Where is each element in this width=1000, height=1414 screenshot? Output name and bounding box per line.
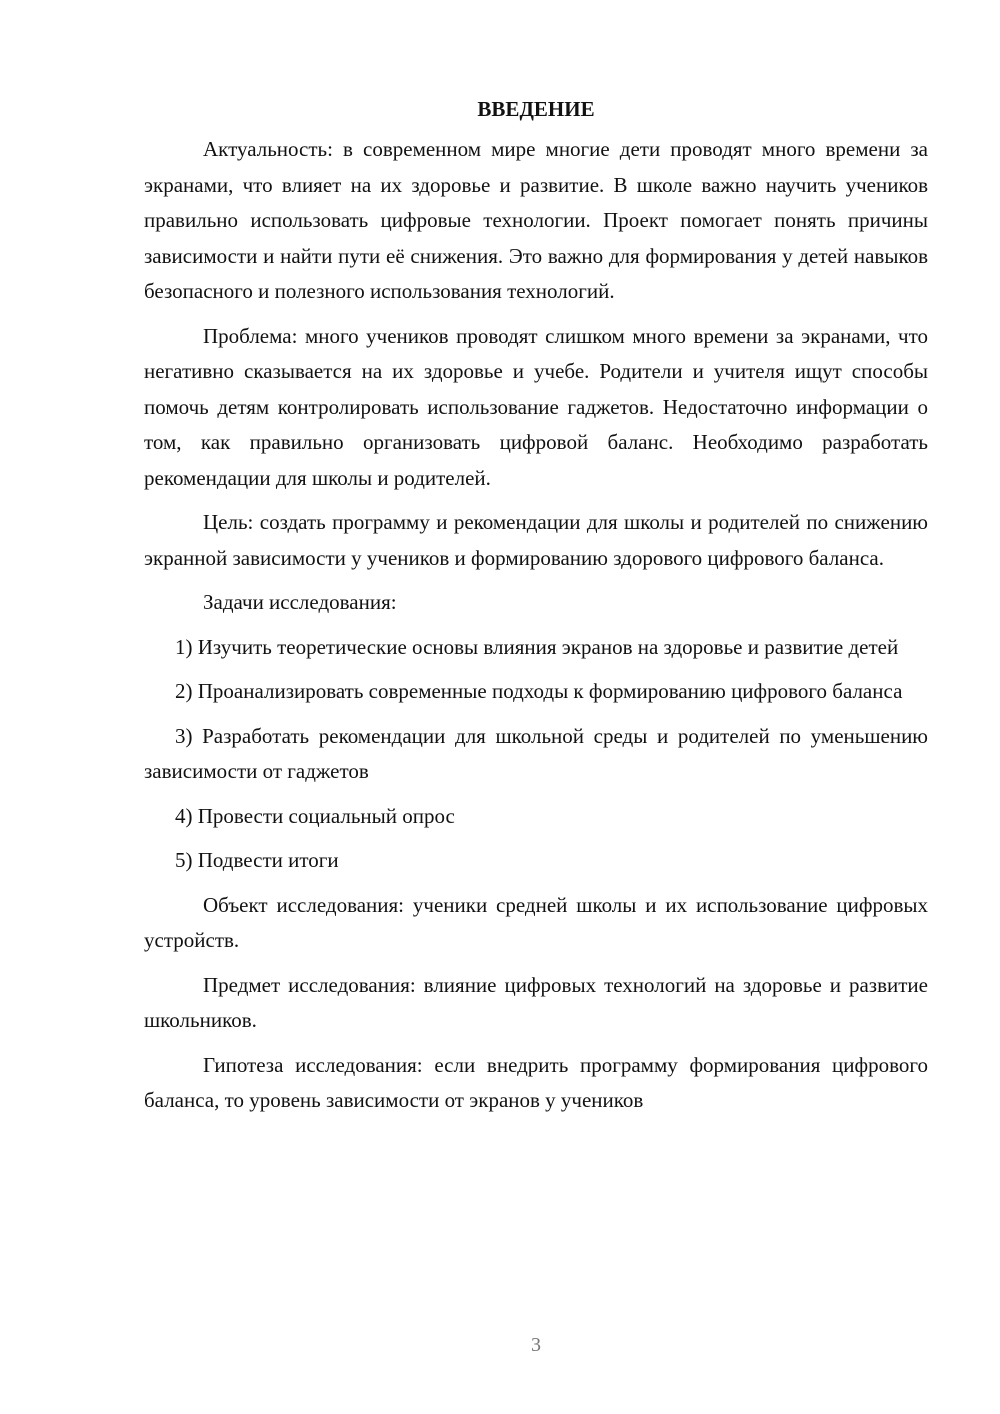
- paragraph-hypothesis: Гипотеза исследования: если внедрить программу формирования цифрового баланса, то уровень зависимости от экранов у учеников: [144, 1052, 928, 1112]
- paragraph-problem: Проблема: много учеников проводят слишком много времени за экранами, что негативно сказывается на их здоровье и учебе. Родители и учителя ищут способы помочь детям контролировать использование гаджетов. Недостаточно информации о том, как правильно организовать цифровой баланс. Необходимо разработать рекомендации для школы и родителей.: [144, 323, 928, 490]
- task-item: 2) Проанализировать современные подходы к формированию цифрового баланса: [175, 679, 903, 703]
- paragraph-goal: Цель: создать программу и рекомендации для школы и родителей по снижению экранной зависимости у учеников и формированию здорового цифрового баланса.: [144, 510, 928, 570]
- task-item: 4) Провести социальный опрос: [175, 803, 455, 828]
- task-item: 5) Подвести итоги: [175, 848, 339, 872]
- task-item: 3) Разработать рекомендации для школьной среды и родителей по уменьшению зависимости от гаджетов: [144, 723, 928, 783]
- paragraph-subject: Предмет исследования: влияние цифровых технологий на здоровье и развитие школьников.: [144, 972, 928, 1032]
- paragraph-tasks-heading: Задачи исследования:: [203, 590, 397, 614]
- page-number: 3: [531, 1334, 541, 1356]
- document-body: [144, 92, 928, 1119]
- paragraph-relevance: Актуальность: в современном мире многие дети проводят много времени за экранами, что влияет на их здоровье и развитие. В школе важно научить учеников правильно использовать цифровые технологии. Проект помогает понять причины зависимости и найти пути её снижения. Это важно для формирования у детей навыков безопасного и полезного использования технологий.: [144, 137, 928, 303]
- task-list: [144, 630, 928, 879]
- task-item: 1) Изучить теоретические основы влияния экранов на здоровье и развитие детей: [175, 634, 899, 659]
- section-title: ВВЕДЕНИЕ: [477, 97, 595, 121]
- paragraph-object: Объект исследования: ученики средней школы и их использование цифровых устройств.: [144, 892, 928, 952]
